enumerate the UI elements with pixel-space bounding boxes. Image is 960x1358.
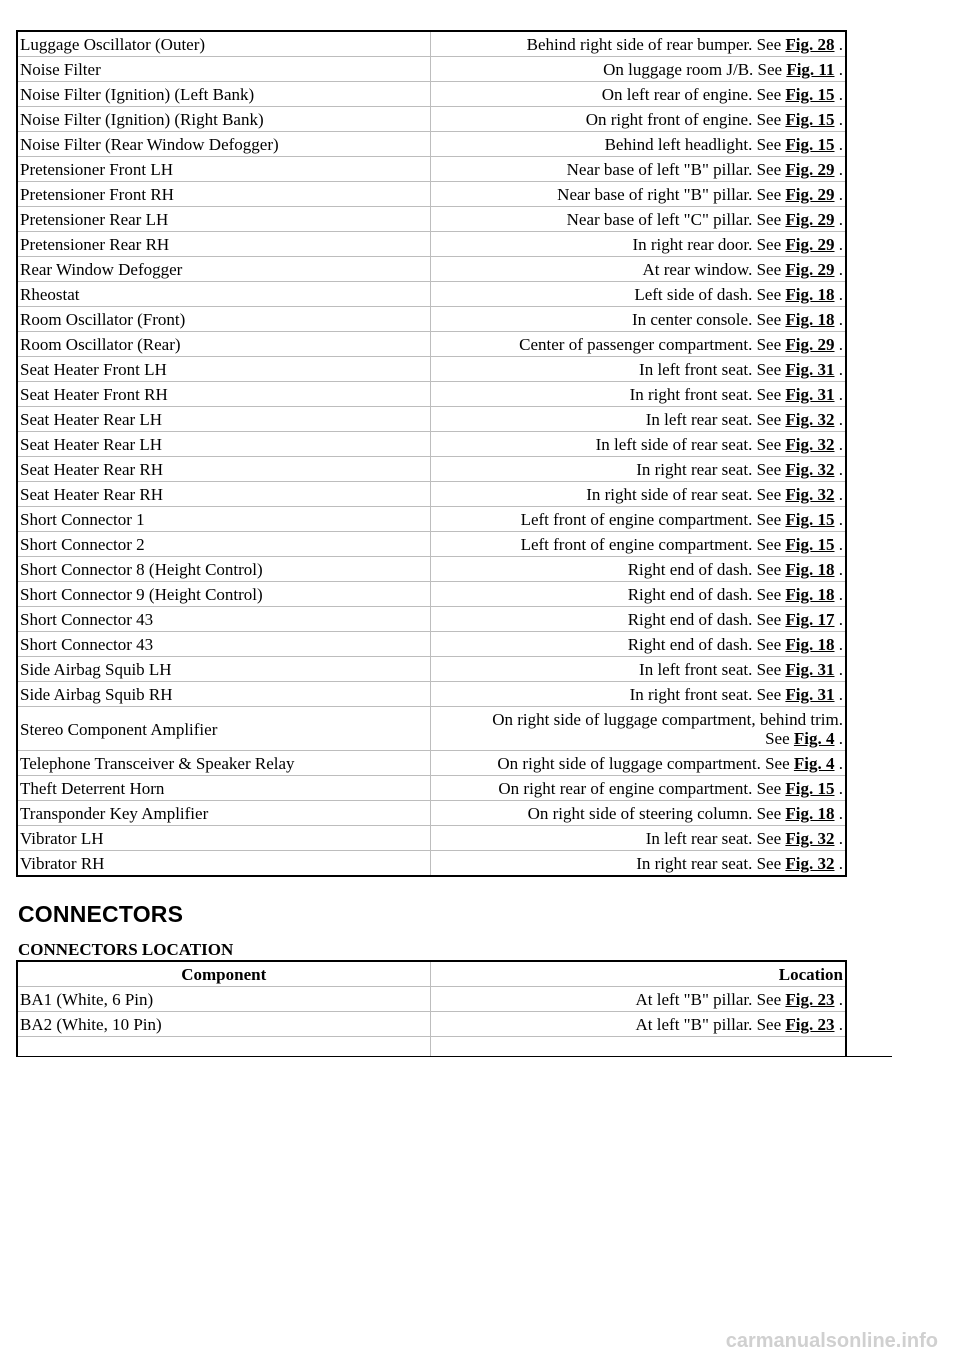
- table-row: [17, 82, 846, 107]
- figure-link[interactable]: Fig. 15: [785, 85, 835, 104]
- location-text: Left side of dash. See: [634, 285, 782, 304]
- table-row: [17, 382, 846, 407]
- location-text: In right rear door. See: [632, 235, 782, 254]
- location-cell: In left front seat. See Fig. 31 .: [430, 657, 846, 682]
- figure-link[interactable]: Fig. 29: [785, 335, 835, 354]
- empty-cell: [17, 1037, 430, 1057]
- component-cell: Short Connector 2: [17, 532, 430, 557]
- location-cell: On right side of steering column. See Fig. 18 .: [430, 801, 846, 826]
- figure-link[interactable]: Fig. 18: [785, 585, 835, 604]
- location-cell: Left front of engine compartment. See Fig. 15 .: [430, 507, 846, 532]
- location-cell: In right front seat. See Fig. 31 .: [430, 682, 846, 707]
- location-text: On luggage room J/B. See: [603, 60, 783, 79]
- location-text: Right end of dash. See: [627, 560, 782, 579]
- component-cell: Short Connector 43: [17, 632, 430, 657]
- location-text: See: [765, 729, 790, 748]
- location-text: In center console. See: [631, 310, 782, 329]
- location-text: Center of passenger compartment. See: [519, 335, 782, 354]
- location-text: In right front seat. See: [629, 385, 782, 404]
- component-cell: Theft Deterrent Horn: [17, 776, 430, 801]
- location-text: Behind left headlight. See: [604, 135, 782, 154]
- component-cell: Pretensioner Front LH: [17, 157, 430, 182]
- location-text: In left front seat. See: [639, 360, 782, 379]
- location-cell: Left side of dash. See Fig. 18 .: [430, 282, 846, 307]
- location-cell: In right front seat. See Fig. 31 .: [430, 382, 846, 407]
- figure-link[interactable]: Fig. 18: [785, 560, 835, 579]
- table-row: [17, 207, 846, 232]
- figure-link[interactable]: Fig. 11: [786, 60, 835, 79]
- component-cell: Pretensioner Front RH: [17, 182, 430, 207]
- component-cell: Seat Heater Front RH: [17, 382, 430, 407]
- table-row: [17, 1012, 846, 1037]
- location-text: On right rear of engine compartment. See: [498, 779, 782, 798]
- component-cell: Stereo Component Amplifier: [17, 707, 430, 751]
- location-cell: At left "B" pillar. See Fig. 23 .: [430, 1012, 846, 1037]
- table-row: [17, 851, 846, 877]
- table-row: [17, 657, 846, 682]
- component-cell: Seat Heater Rear LH: [17, 407, 430, 432]
- connectors-location-table: [16, 960, 847, 1056]
- location-cell: Near base of left "B" pillar. See Fig. 29 .: [430, 157, 846, 182]
- location-text: Right end of dash. See: [627, 610, 782, 629]
- empty-table-row: [17, 1037, 846, 1057]
- figure-link[interactable]: Fig. 32: [785, 829, 835, 848]
- figure-link[interactable]: Fig. 31: [785, 660, 835, 679]
- location-cell: In left rear seat. See Fig. 32 .: [430, 407, 846, 432]
- component-cell: Seat Heater Front LH: [17, 357, 430, 382]
- figure-link[interactable]: Fig. 15: [785, 510, 835, 529]
- table-row: [17, 157, 846, 182]
- location-cell: In right rear seat. See Fig. 32 .: [430, 457, 846, 482]
- location-cell: At left "B" pillar. See Fig. 23 .: [430, 987, 846, 1012]
- table-row: [17, 132, 846, 157]
- location-cell: In right rear door. See Fig. 29 .: [430, 232, 846, 257]
- location-cell: On right side of luggage compartment. See Fig. 4 .: [430, 751, 846, 776]
- table-row: [17, 257, 846, 282]
- location-text: In right rear seat. See: [636, 460, 782, 479]
- table-row: [17, 432, 846, 457]
- location-text: Behind right side of rear bumper. See: [526, 35, 782, 54]
- location-text-line1: On right side of luggage compartment, behind trim.: [492, 710, 843, 729]
- table-row: [17, 507, 846, 532]
- figure-link[interactable]: Fig. 18: [785, 310, 835, 329]
- location-cell: Near base of right "B" pillar. See Fig. 29 .: [430, 182, 846, 207]
- figure-link[interactable]: Fig. 28: [785, 35, 835, 54]
- figure-link[interactable]: Fig. 31: [785, 385, 835, 404]
- location-text: Left front of engine compartment. See: [520, 510, 782, 529]
- table-row: [17, 682, 846, 707]
- location-text: At left "B" pillar. See: [635, 1015, 782, 1034]
- figure-link[interactable]: Fig. 18: [785, 635, 835, 654]
- component-cell: Noise Filter (Rear Window Defogger): [17, 132, 430, 157]
- component-cell: Short Connector 9 (Height Control): [17, 582, 430, 607]
- component-cell: Vibrator LH: [17, 826, 430, 851]
- table-row: [17, 407, 846, 432]
- component-cell: Room Oscillator (Rear): [17, 332, 430, 357]
- table-row: [17, 582, 846, 607]
- figure-link[interactable]: Fig. 15: [785, 110, 835, 129]
- component-location-table: [16, 30, 847, 877]
- component-cell: Luggage Oscillator (Outer): [17, 31, 430, 57]
- location-text: On right side of luggage compartment. See: [497, 754, 790, 773]
- location-cell: Right end of dash. See Fig. 18 .: [430, 632, 846, 657]
- location-text: On left rear of engine. See: [601, 85, 782, 104]
- table-row: [17, 751, 846, 776]
- location-text: In left side of rear seat. See: [595, 435, 782, 454]
- table-row: [17, 632, 846, 657]
- location-cell: In center console. See Fig. 18 .: [430, 307, 846, 332]
- component-cell: Rheostat: [17, 282, 430, 307]
- location-text: On right front of engine. See: [585, 110, 782, 129]
- location-cell: Right end of dash. See Fig. 18 .: [430, 582, 846, 607]
- table-row: [17, 282, 846, 307]
- location-text: Near base of right "B" pillar. See: [557, 185, 782, 204]
- location-text: In right rear seat. See: [636, 854, 782, 873]
- watermark: carmanualsonline.info: [725, 1330, 938, 1352]
- location-cell: In left side of rear seat. See Fig. 32 .: [430, 432, 846, 457]
- component-cell: Short Connector 43: [17, 607, 430, 632]
- figure-link[interactable]: Fig. 17: [785, 610, 835, 629]
- table-row: [17, 557, 846, 582]
- component-cell: Seat Heater Rear LH: [17, 432, 430, 457]
- table-row: [17, 357, 846, 382]
- location-cell: In right side of rear seat. See Fig. 32 .: [430, 482, 846, 507]
- table-row: [17, 776, 846, 801]
- figure-link[interactable]: Fig. 23: [785, 990, 835, 1009]
- location-cell: Center of passenger compartment. See Fig. 29 .: [430, 332, 846, 357]
- component-cell: Transponder Key Amplifier: [17, 801, 430, 826]
- location-cell: In right rear seat. See Fig. 32 .: [430, 851, 846, 877]
- manual-page: [16, 30, 892, 1057]
- location-cell: Left front of engine compartment. See Fig. 15 .: [430, 532, 846, 557]
- figure-link[interactable]: Fig. 29: [785, 235, 835, 254]
- table-row: [17, 31, 846, 57]
- table-row: [17, 482, 846, 507]
- component-cell: Short Connector 1: [17, 507, 430, 532]
- location-cell: On left rear of engine. See Fig. 15 .: [430, 82, 846, 107]
- component-cell: Side Airbag Squib RH: [17, 682, 430, 707]
- table-header-row: [17, 961, 846, 987]
- component-cell: Telephone Transceiver & Speaker Relay: [17, 751, 430, 776]
- location-cell: Near base of left "C" pillar. See Fig. 29 .: [430, 207, 846, 232]
- figure-link[interactable]: Fig. 32: [785, 410, 835, 429]
- table-row: [17, 307, 846, 332]
- location-text: In right front seat. See: [629, 685, 782, 704]
- location-text: In left front seat. See: [639, 660, 782, 679]
- location-cell: Right end of dash. See Fig. 17 .: [430, 607, 846, 632]
- figure-link[interactable]: Fig. 4: [793, 754, 835, 773]
- component-cell: Pretensioner Rear RH: [17, 232, 430, 257]
- figure-link[interactable]: Fig. 29: [785, 260, 835, 279]
- header-component: Component: [17, 961, 430, 987]
- figure-link[interactable]: Fig. 29: [785, 185, 835, 204]
- component-cell: Seat Heater Rear RH: [17, 457, 430, 482]
- figure-link[interactable]: Fig. 15: [785, 779, 835, 798]
- location-text: Right end of dash. See: [627, 635, 782, 654]
- figure-link[interactable]: Fig. 31: [785, 360, 835, 379]
- location-cell: In left rear seat. See Fig. 32 .: [430, 826, 846, 851]
- figure-link[interactable]: Fig. 31: [785, 685, 835, 704]
- location-text: In left rear seat. See: [645, 829, 782, 848]
- component-cell: Short Connector 8 (Height Control): [17, 557, 430, 582]
- figure-link[interactable]: Fig. 15: [785, 535, 835, 554]
- location-text: On right side of steering column. See: [527, 804, 782, 823]
- table-row: [17, 801, 846, 826]
- location-text: Right end of dash. See: [627, 585, 782, 604]
- table-row: [17, 826, 846, 851]
- figure-link[interactable]: Fig. 32: [785, 485, 835, 504]
- page-bottom-rule: [16, 1056, 892, 1057]
- component-cell: Rear Window Defogger: [17, 257, 430, 282]
- component-cell: Side Airbag Squib LH: [17, 657, 430, 682]
- component-cell: Noise Filter (Ignition) (Left Bank): [17, 82, 430, 107]
- section-heading: CONNECTORS: [18, 901, 184, 927]
- table-row: [17, 332, 846, 357]
- table-row: [17, 707, 846, 751]
- table-row: [17, 607, 846, 632]
- subsection-heading: CONNECTORS LOCATION: [18, 940, 234, 959]
- header-location: Location: [430, 961, 846, 987]
- location-text: Near base of left "B" pillar. See: [566, 160, 782, 179]
- location-cell: Behind left headlight. See Fig. 15 .: [430, 132, 846, 157]
- location-cell: On right side of luggage compartment, behind trim. See Fig. 4 .: [430, 707, 846, 751]
- table-row: [17, 987, 846, 1012]
- figure-link[interactable]: Fig. 18: [785, 285, 835, 304]
- table-row: [17, 457, 846, 482]
- figure-link[interactable]: Fig. 29: [785, 160, 835, 179]
- location-text: Left front of engine compartment. See: [520, 535, 782, 554]
- figure-link[interactable]: Fig. 23: [785, 1015, 835, 1034]
- component-cell: Noise Filter: [17, 57, 430, 82]
- figure-link[interactable]: Fig. 32: [785, 435, 835, 454]
- location-cell: In left front seat. See Fig. 31 .: [430, 357, 846, 382]
- component-cell: Vibrator RH: [17, 851, 430, 877]
- component-cell: Noise Filter (Ignition) (Right Bank): [17, 107, 430, 132]
- component-cell: BA2 (White, 10 Pin): [17, 1012, 430, 1037]
- location-cell: Behind right side of rear bumper. See Fig. 28 .: [430, 31, 846, 57]
- figure-link[interactable]: Fig. 15: [785, 135, 835, 154]
- location-cell: On right front of engine. See Fig. 15 .: [430, 107, 846, 132]
- location-text: In left rear seat. See: [645, 410, 782, 429]
- location-cell: Right end of dash. See Fig. 18 .: [430, 557, 846, 582]
- component-cell: Seat Heater Rear RH: [17, 482, 430, 507]
- component-cell: Room Oscillator (Front): [17, 307, 430, 332]
- table-row: [17, 57, 846, 82]
- table-row: [17, 532, 846, 557]
- figure-link[interactable]: Fig. 4: [793, 729, 835, 748]
- location-text: At left "B" pillar. See: [635, 990, 782, 1009]
- location-cell: On luggage room J/B. See Fig. 11 .: [430, 57, 846, 82]
- location-text: At rear window. See: [642, 260, 782, 279]
- component-cell: Pretensioner Rear LH: [17, 207, 430, 232]
- location-cell: On right rear of engine compartment. See Fig. 15 .: [430, 776, 846, 801]
- table-row: [17, 232, 846, 257]
- location-text: In right side of rear seat. See: [586, 485, 782, 504]
- figure-link[interactable]: Fig. 29: [785, 210, 835, 229]
- location-cell: At rear window. See Fig. 29 .: [430, 257, 846, 282]
- figure-link[interactable]: Fig. 32: [785, 854, 835, 873]
- figure-link[interactable]: Fig. 18: [785, 804, 835, 823]
- table-row: [17, 107, 846, 132]
- figure-link[interactable]: Fig. 32: [785, 460, 835, 479]
- empty-cell: [430, 1037, 846, 1057]
- location-text: Near base of left "C" pillar. See: [566, 210, 782, 229]
- component-cell: BA1 (White, 6 Pin): [17, 987, 430, 1012]
- table-row: [17, 182, 846, 207]
